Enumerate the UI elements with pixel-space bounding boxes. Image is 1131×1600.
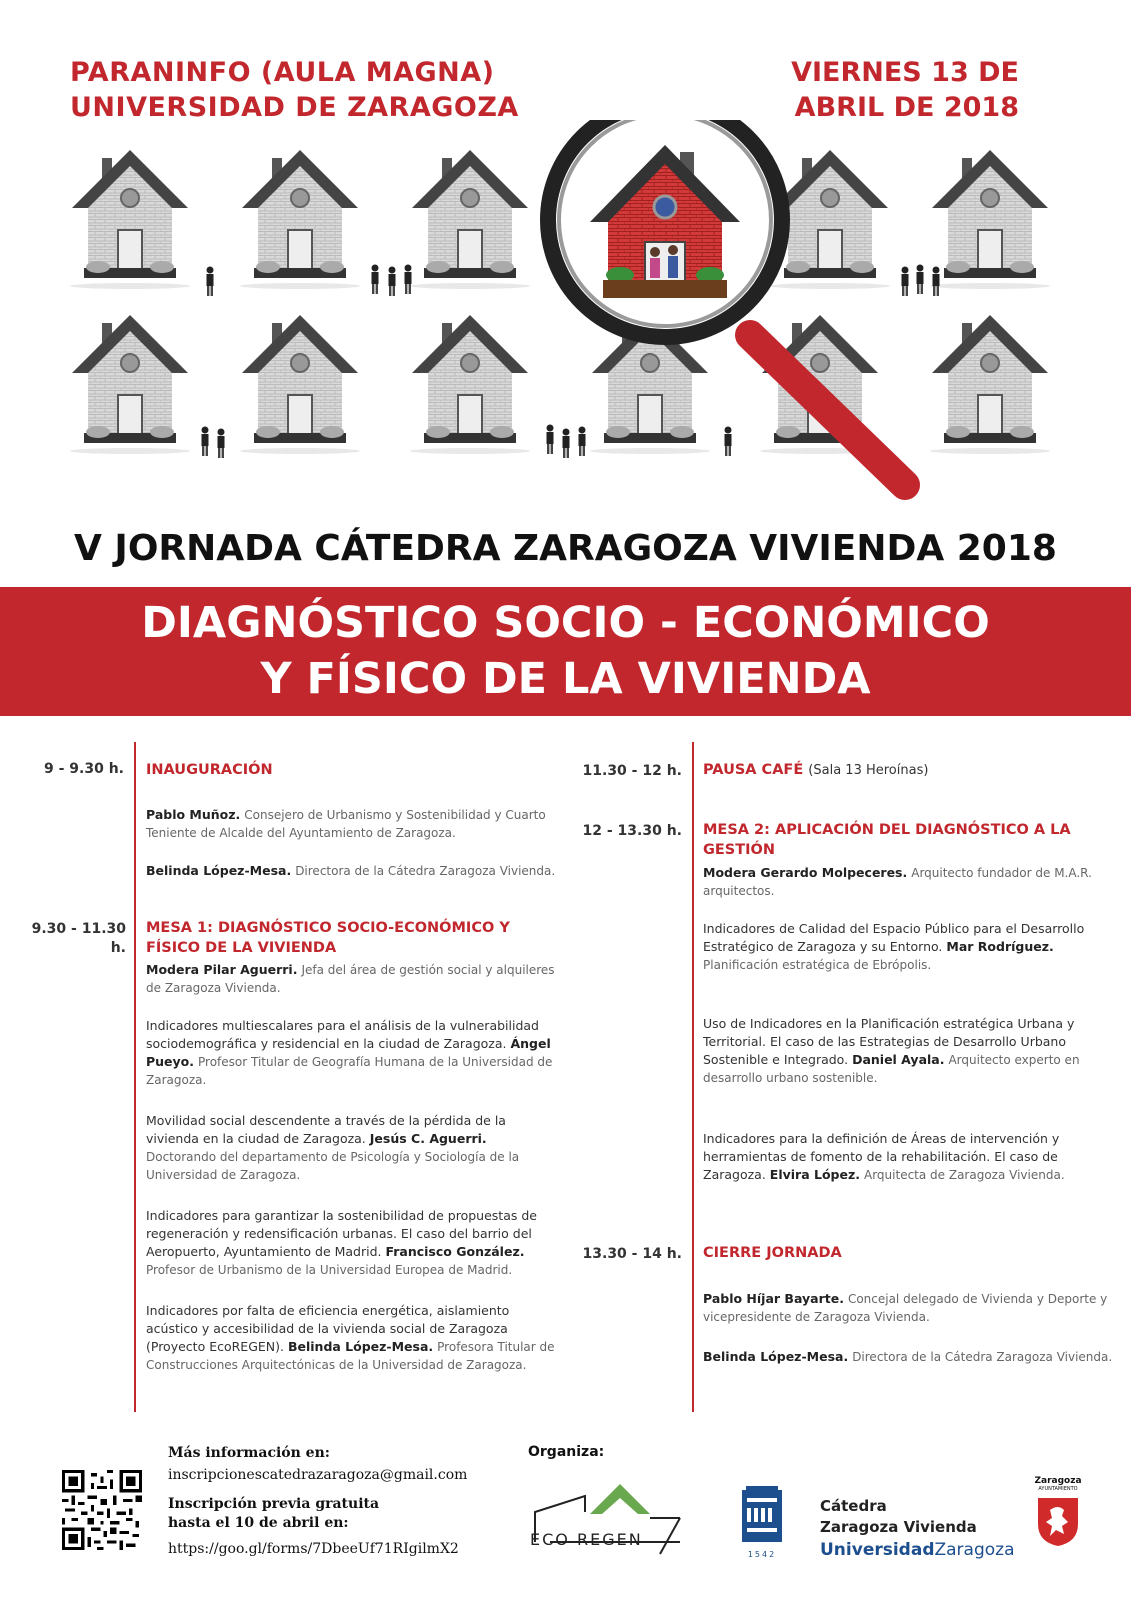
speaker-role: Profesora Titular de Construcciones Arquitectónicas de la Universidad de Zaragoza.	[146, 1340, 555, 1372]
left-divider	[134, 742, 136, 1412]
ecoregen-text: ECO REGEN	[530, 1530, 643, 1549]
speaker-name: Belinda López-Mesa.	[287, 1339, 434, 1354]
date-line-1: VIERNES 13 DE	[791, 57, 1019, 88]
speaker-name: Belinda López-Mesa.	[703, 1349, 849, 1364]
inaug-title: INAUGURACIÓN	[146, 762, 273, 778]
speaker-role: Directora de la Cátedra Zaragoza Vivienda.	[852, 1350, 1113, 1364]
moderator-role: Arquitecto fundador de M.A.R. arquitectos.	[703, 866, 1092, 898]
inaug-speaker-1	[146, 806, 556, 842]
talk-title: Indicadores de Calidad del Espacio Público para el Desarrollo Estratégico de Zaragoza y su Entorno.	[703, 921, 1085, 954]
speaker-name: Daniel Ayala.	[852, 1052, 945, 1067]
speaker-role: Consejero de Urbanismo y Sostenibilidad y Cuarto Teniente de Alcalde del Ayuntamiento de Zaragoza.	[146, 808, 546, 840]
mesa2-time: 12 - 13.30 h.	[582, 823, 682, 839]
cierre-time: 13.30 - 14 h.	[582, 1246, 682, 1262]
crest-year: 1542	[747, 1550, 777, 1559]
contact-info	[168, 1445, 498, 1557]
registration-url[interactable]: https://goo.gl/forms/7DbeeUf71RIgilmX2	[168, 1541, 459, 1557]
catedra-logo	[820, 1496, 1015, 1561]
moderator-name: Modera Pilar Aguerri.	[146, 962, 298, 977]
pausa-title	[703, 760, 1113, 781]
event-title-line-1: DIAGNÓSTICO SOCIO - ECONÓMICO	[141, 598, 990, 648]
event-title	[0, 587, 1131, 707]
catedra-line-1: Cátedra	[820, 1497, 887, 1515]
mesa2-talk-2	[703, 1015, 1113, 1087]
event-date	[791, 55, 1019, 125]
mesa1-title: MESA 1: DIAGNÓSTICO SOCIO-ECONÓMICO Y FÍSICO DE LA VIVIENDA	[146, 920, 510, 956]
universidad-logo-text	[820, 1540, 1015, 1561]
mesa2-talk-3	[703, 1130, 1113, 1184]
cierre-speaker-1	[703, 1290, 1113, 1326]
venue-line-2: UNIVERSIDAD DE ZARAGOZA	[70, 92, 519, 123]
mesa1-talk-2	[146, 1112, 556, 1184]
inaug-time: 9 - 9.30 h.	[43, 761, 124, 777]
pausa-location: (Sala 13 Heroínas)	[808, 763, 929, 778]
speaker-name: Mar Rodríguez.	[946, 939, 1054, 954]
mesa1-time: 9.30 - 11.30 h.	[31, 921, 126, 956]
cierre-speaker-2	[703, 1348, 1113, 1366]
ayto-sub: AYUNTAMIENTO	[1038, 1486, 1078, 1492]
ecoregen-logo	[530, 1474, 690, 1556]
speaker-name: Francisco González.	[385, 1244, 525, 1259]
date-line-2: ABRIL DE 2018	[794, 92, 1019, 123]
speaker-name: Pablo Muñoz.	[146, 807, 241, 822]
speaker-role: Profesor de Urbanismo de la Universidad Europea de Madrid.	[146, 1263, 513, 1277]
mesa1-talk-4	[146, 1302, 556, 1374]
mesa2-talk-1	[703, 920, 1113, 974]
ayuntamiento-logo	[1032, 1476, 1084, 1552]
title-banner	[0, 587, 1131, 716]
speaker-role: Profesor Titular de Geografía Humana de la Universidad de Zaragoza.	[146, 1055, 553, 1087]
contact-email[interactable]: inscripcionescatedrazaragoza@gmail.com	[168, 1467, 468, 1483]
catedra-line-2: Zaragoza Vivienda	[820, 1518, 977, 1536]
right-divider	[692, 742, 694, 1412]
speaker-name: Jesús C. Aguerri.	[369, 1131, 487, 1146]
speaker-role: Arquitecta de Zaragoza Vivienda.	[864, 1168, 1065, 1182]
inaug-speaker-2	[146, 862, 556, 880]
talk-title: Indicadores para la definición de Áreas de intervención y herramientas de fomento de la rehabilitación. El caso de Zaragoza.	[703, 1131, 1060, 1182]
talk-title: Indicadores multiescalares para el análisis de la vulnerabilidad sociodemográfica y residencial en la ciudad de Zaragoza.	[146, 1018, 539, 1051]
speaker-name: Elvira López.	[769, 1167, 861, 1182]
houses-illustration	[0, 120, 1131, 520]
speaker-role: Arquitecto experto en desarrollo urbano sostenible.	[703, 1053, 1080, 1085]
crest-icon	[738, 1484, 786, 1546]
talk-title: Uso de Indicadores en la Planificación estratégica Urbana y Territorial. El caso de las Estrategias de Desarrollo Urbano Sostenible e Integrado.	[703, 1016, 1075, 1067]
mesa2-title: MESA 2: APLICACIÓN DEL DIAGNÓSTICO A LA GESTIÓN	[703, 822, 1071, 858]
cierre-title: CIERRE JORNADA	[703, 1245, 842, 1261]
universidad-bold: Universidad	[820, 1540, 935, 1560]
mesa2-moderator	[703, 864, 1113, 900]
registration-label: Inscripción previa gratuita hasta el 10 de abril en:	[168, 1496, 380, 1531]
talk-title: Movilidad social descendente a través de la pérdida de la vivienda en la ciudad de Zaragoza.	[146, 1113, 506, 1146]
speaker-role: Concejal delegado de Vivienda y Deporte y vicepresidente de Zaragoza Vivienda.	[703, 1292, 1108, 1324]
moderator-name: Modera Gerardo Molpeceres.	[703, 865, 908, 880]
university-crest	[738, 1484, 786, 1559]
venue-line-1: PARANINFO (AULA MAGNA)	[70, 57, 495, 88]
speaker-role: Directora de la Cátedra Zaragoza Vivienda.	[295, 864, 556, 878]
venue	[70, 55, 519, 125]
event-title-line-2: Y FÍSICO DE LA VIVIENDA	[260, 654, 871, 704]
qr-code[interactable]	[62, 1470, 142, 1550]
pausa-time: 11.30 - 12 h.	[582, 763, 682, 779]
organiza-label: Organiza:	[528, 1444, 605, 1460]
speaker-name: Pablo Híjar Bayarte.	[703, 1291, 844, 1306]
speaker-role: Doctorando del departamento de Psicología y Sociología de la Universidad de Zaragoza.	[146, 1150, 520, 1182]
mesa1-moderator	[146, 961, 556, 997]
ayto-name: Zaragoza	[1034, 1476, 1082, 1486]
speaker-name: Belinda López-Mesa.	[146, 863, 292, 878]
pausa-label: PAUSA CAFÉ	[703, 762, 804, 778]
mesa1-talk-1	[146, 1017, 556, 1089]
speaker-name: Ángel Pueyo.	[146, 1036, 551, 1069]
ayto-shield-icon	[1034, 1494, 1082, 1548]
talk-title: Indicadores para garantizar la sostenibilidad de propuestas de regeneración y redensificación urbanas. El caso del barrio del Aeropuerto, Ayuntamiento de Madrid.	[146, 1208, 537, 1259]
event-subtitle: V JORNADA CÁTEDRA ZARAGOZA VIVIENDA 2018	[74, 528, 1057, 569]
info-label: Más información en:	[168, 1445, 330, 1461]
talk-title: Indicadores por falta de eficiencia energética, aislamiento acústico y accesibilidad de la vivienda social de Zaragoza (Proyecto EcoREGEN).	[146, 1303, 510, 1354]
universidad-rest: Zaragoza	[934, 1540, 1015, 1560]
mesa1-talk-3	[146, 1207, 556, 1279]
speaker-role: Planificación estratégica de Ebrópolis.	[703, 958, 932, 972]
moderator-role: Jefa del área de gestión social y alquileres de Zaragoza Vivienda.	[146, 963, 555, 995]
